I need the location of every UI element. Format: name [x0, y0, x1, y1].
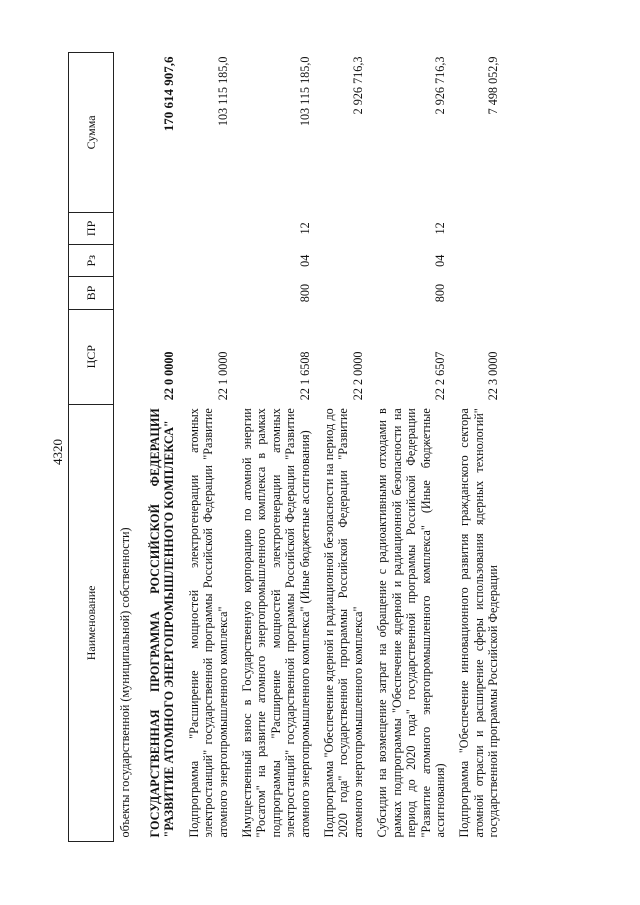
budget-table [68, 52, 507, 842]
row-vr [183, 277, 236, 309]
row-pr [318, 212, 371, 244]
header-name: Наименование [69, 404, 114, 841]
row-pr [144, 212, 183, 244]
row-csr: 22 3 0000 [486, 351, 501, 401]
row-pr: 12 [432, 222, 447, 235]
row-sum: 103 115 185,0 [297, 56, 312, 127]
header-rz: Рз [69, 245, 114, 277]
table-row [371, 53, 453, 842]
header-pr: ПР [69, 212, 114, 244]
page-number: 4320 [50, 439, 65, 465]
row-name: Подпрограмма "Обеспечение инновационного развития гражданского сектора атомной отрасли и расширение сферы использования ядерных технологий" государственной программы Российской Федерации [457, 408, 501, 838]
row-vr: 800 [432, 283, 447, 303]
table-row [236, 53, 318, 842]
row-sum: 103 115 185,0 [215, 56, 230, 127]
row-rz: 04 [297, 254, 312, 267]
header-vr: ВР [69, 277, 114, 309]
row-sum: 2 926 716,3 [432, 56, 447, 115]
row-name: Имущественный взнос в Государственную корпорацию по атомной энергии "Росатом" на развитие атомного энергопромышленного комплекса в рамках подпрограммы "Расширение мощностей электрогенерации атомных электростанций" государственной программы Российской Федерации "Развитие атомного энергопромышленного комплекса" (Иные бюджетные ассигнования) [240, 408, 312, 838]
row-csr: 22 2 6507 [432, 351, 447, 401]
row-pr: 12 [297, 222, 312, 235]
table-row [453, 53, 506, 842]
row-rz: 04 [432, 254, 447, 267]
row-csr: 22 1 0000 [215, 351, 230, 401]
continuation-row [114, 53, 145, 842]
row-csr: 22 1 6508 [297, 351, 312, 401]
header-sum: Сумма [69, 53, 114, 213]
row-vr [144, 277, 183, 309]
row-vr [453, 277, 506, 309]
row-sum: 2 926 716,3 [350, 56, 365, 115]
row-csr: 22 2 0000 [350, 351, 365, 401]
row-vr [318, 277, 371, 309]
row-sum: 7 498 052,9 [486, 56, 501, 115]
rotated-budget-sheet [68, 52, 596, 842]
row-csr: 22 0 0000 [162, 351, 177, 401]
row-rz [183, 245, 236, 277]
row-name: Подпрограмма "Расширение мощностей электрогенерации атомных электростанций" государственной программы Российской Федерации "Развитие атомного энергопромышленного комплекса" [186, 408, 230, 838]
row-name: ГОСУДАРСТВЕННАЯ ПРОГРАММА РОССИЙСКОЙ ФЕДЕРАЦИИ "РАЗВИТИЕ АТОМНОГО ЭНЕРГОПРОМЫШЛЕННОГО КОМПЛЕКСА" [148, 408, 177, 838]
row-rz [453, 245, 506, 277]
row-name: Субсидии на возмещение затрат на обращение с радиоактивными отходами в рамках подпрограммы "Обеспечение ядерной и радиационной безопасности на период до 2020 года" государственной программы Российской Федерации "Развитие атомного энергопромышленного комплекса" (Иные бюджетные ассигнования) [375, 408, 447, 838]
row-vr: 800 [297, 283, 312, 303]
row-pr [453, 212, 506, 244]
table-row [183, 53, 236, 842]
row-pr [183, 212, 236, 244]
table-row [144, 53, 183, 842]
header-csr: ЦСР [69, 309, 114, 404]
table-row [318, 53, 371, 842]
row-name: Подпрограмма "Обеспечение ядерной и радиационной безопасности на период до 2020 года" государственной программы Российской Федерации "Развитие атомного энергопромышленного комплекса" [322, 408, 365, 838]
row-rz [144, 245, 183, 277]
continuation-text: объекты государственной (муниципальной) собственности) [118, 527, 132, 838]
row-rz [318, 245, 371, 277]
table-header-row [69, 53, 114, 842]
row-sum: 170 614 907,6 [161, 56, 177, 132]
